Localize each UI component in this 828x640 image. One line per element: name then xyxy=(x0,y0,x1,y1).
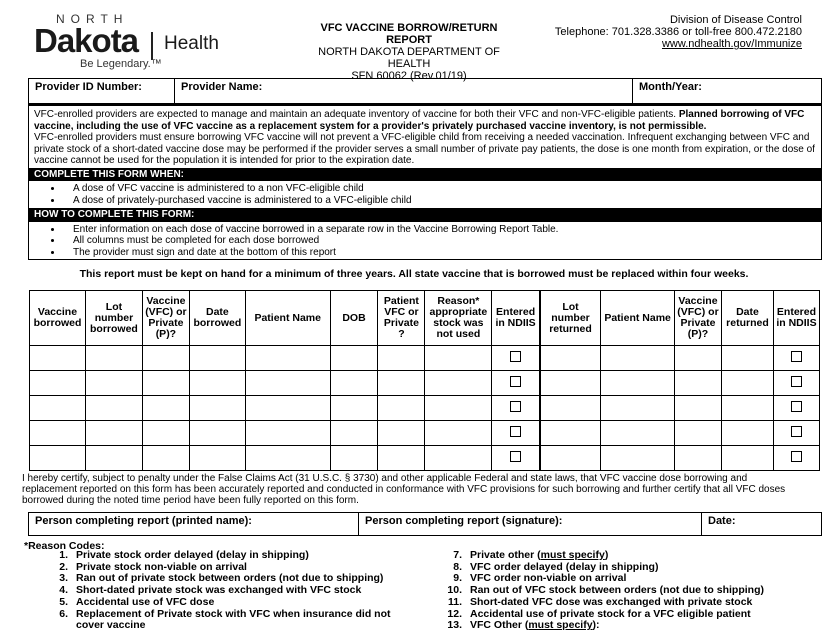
table-cell[interactable] xyxy=(675,346,722,371)
certification-text: I hereby certify, subject to penalty under the False Claims Act (31 U.S.C. § 3730) and other applicable Federal and state laws, that VFC vaccine dose borrowing and replacement reported on this form has been accurately reported and conducted in conformance with VFC provisions for such borrowing and further certify that all VFC doses borrowed during the noted time period have been fully reported on this form. xyxy=(22,473,786,506)
reason-code-text: Short-dated private stock was exchanged with VFC stock xyxy=(76,584,362,597)
reason-code-text: Private stock order delayed (delay in shipping) xyxy=(76,549,309,561)
col-entered-ndiis: Entered in NDIIS xyxy=(492,291,540,346)
table-cell[interactable] xyxy=(773,396,819,421)
table-cell[interactable] xyxy=(773,371,819,396)
table-cell[interactable] xyxy=(601,346,675,371)
table-cell[interactable] xyxy=(601,371,675,396)
ndiis-checkbox[interactable] xyxy=(791,351,802,362)
division-name: Division of Disease Control xyxy=(669,14,802,26)
table-cell[interactable] xyxy=(601,421,675,446)
table-cell[interactable] xyxy=(773,346,819,371)
logo-dakota: Dakota xyxy=(34,22,139,59)
table-cell[interactable] xyxy=(85,371,142,396)
table-cell[interactable] xyxy=(142,446,189,471)
table-cell[interactable] xyxy=(330,421,378,446)
ndiis-checkbox[interactable] xyxy=(791,451,802,462)
table-cell[interactable] xyxy=(142,396,189,421)
borrow-return-table xyxy=(29,290,820,471)
col-lot-returned: Lot number returned xyxy=(540,291,601,346)
reason-code-text: VFC order delayed (delay in shipping) xyxy=(470,560,659,573)
month-year-label: Month/Year: xyxy=(639,81,702,93)
reason-code-number: 10. xyxy=(447,584,462,597)
table-cell[interactable] xyxy=(540,346,601,371)
table-cell[interactable] xyxy=(142,421,189,446)
printed-name-field[interactable] xyxy=(29,513,359,535)
reason-code-text: Replacement of Private stock with VFC when insurance did not cover vaccine xyxy=(76,607,391,632)
signature-label: Person completing report (signature): xyxy=(365,515,563,527)
table-cell[interactable] xyxy=(245,421,330,446)
reason-code-number: 12. xyxy=(447,607,462,620)
reason-code-text: Ran out of VFC stock between orders (not due to shipping) xyxy=(470,584,764,597)
instructions-paragraph-1: VFC-enrolled providers are expected to manage and maintain an adequate inventory of vaccine for both their VFC and non-VFC-eligible patients. Planned borrowing of VFC vaccine, including the use of VFC vaccine as a replacement system for a provider's privately purchased vaccine inventory, is not permissible. xyxy=(34,109,805,132)
table-cell[interactable] xyxy=(189,446,245,471)
reason-code-number: 8. xyxy=(453,560,462,573)
ndiis-checkbox[interactable] xyxy=(791,401,802,412)
col-reason: Reason* appropriate stock was not used xyxy=(425,291,492,346)
provider-name-field[interactable] xyxy=(175,79,633,103)
website-link[interactable]: www.ndhealth.gov/Immunize xyxy=(661,38,802,50)
table-cell[interactable] xyxy=(378,421,425,446)
reason-code-text: VFC Other (must specify): xyxy=(470,619,600,632)
reason-code-text: Accidental use of VFC dose xyxy=(76,595,215,608)
col-dob: DOB xyxy=(330,291,378,346)
table-cell[interactable] xyxy=(721,396,773,421)
table-cell[interactable] xyxy=(425,371,492,396)
table-cell[interactable] xyxy=(540,396,601,421)
table-cell[interactable] xyxy=(30,396,86,421)
signature-field[interactable] xyxy=(359,513,702,535)
instructions-box xyxy=(28,104,822,260)
table-cell[interactable] xyxy=(425,421,492,446)
reason-code-text: Short-dated VFC dose was exchanged with private stock xyxy=(470,595,753,608)
provider-name-label: Provider Name: xyxy=(181,81,263,93)
table-cell[interactable] xyxy=(721,346,773,371)
table-cell[interactable] xyxy=(330,446,378,471)
reason-codes-left xyxy=(50,550,410,632)
table-cell[interactable] xyxy=(492,371,540,396)
table-cell[interactable] xyxy=(425,346,492,371)
telephone: Telephone: 701.328.3386 or toll-free 800.472.2180 xyxy=(554,26,802,38)
contact-block xyxy=(555,14,802,50)
ndiis-checkbox[interactable] xyxy=(510,401,521,412)
logo-tagline: Be Legendary.™ xyxy=(80,58,162,70)
table-cell[interactable] xyxy=(773,421,819,446)
reason-code-number: 9. xyxy=(453,572,462,585)
table-row xyxy=(30,446,820,471)
col-lot-borrowed: Lot number borrowed xyxy=(85,291,142,346)
table-cell[interactable] xyxy=(378,446,425,471)
form-title: VFC VACCINE BORROW/RETURN REPORT xyxy=(320,22,498,46)
table-cell[interactable] xyxy=(675,446,722,471)
reason-code-number: 2. xyxy=(59,560,68,573)
col-date-returned: Date returned xyxy=(721,291,773,346)
table-cell[interactable] xyxy=(492,421,540,446)
reason-code-number: 1. xyxy=(59,549,68,561)
table-cell[interactable] xyxy=(142,346,189,371)
list-item: • The provider must sign and date at the bottom of this report xyxy=(63,247,821,259)
how-heading: HOW TO COMPLETE THIS FORM: xyxy=(29,208,821,222)
table-cell[interactable] xyxy=(330,346,378,371)
table-cell[interactable] xyxy=(245,396,330,421)
table-cell[interactable] xyxy=(189,371,245,396)
ndiis-checkbox[interactable] xyxy=(791,426,802,437)
table-cell[interactable] xyxy=(773,446,819,471)
table-cell[interactable] xyxy=(675,396,722,421)
table-cell[interactable] xyxy=(675,421,722,446)
retention-notice: This report must be kept on hand for a minimum of three years. All state vaccine that is borrowed must be replaced within four weeks. xyxy=(79,268,749,280)
col-date-borrowed: Date borrowed xyxy=(189,291,245,346)
col-return-entered-ndiis: Entered in NDIIS xyxy=(773,291,819,346)
ndiis-checkbox[interactable] xyxy=(510,376,521,387)
table-cell[interactable] xyxy=(245,371,330,396)
table-cell[interactable] xyxy=(378,371,425,396)
table-cell[interactable] xyxy=(30,446,86,471)
reason-code-number: 7. xyxy=(453,549,462,561)
logo-divider xyxy=(151,32,153,60)
reason-code-text: VFC order non-viable on arrival xyxy=(470,572,627,585)
col-vaccine-borrowed: Vaccine borrowed xyxy=(30,291,86,346)
table-cell[interactable] xyxy=(492,346,540,371)
logo-north: NORTH xyxy=(56,12,129,26)
signature-row xyxy=(28,512,822,536)
printed-name-label: Person completing report (printed name): xyxy=(35,515,252,527)
nd-health-logo xyxy=(34,12,224,72)
table-cell[interactable] xyxy=(492,446,540,471)
reason-code-number: 6. xyxy=(59,607,68,620)
table-cell[interactable] xyxy=(492,396,540,421)
table-cell[interactable] xyxy=(330,371,378,396)
ndiis-checkbox[interactable] xyxy=(510,451,521,462)
table-cell[interactable] xyxy=(245,446,330,471)
table-cell[interactable] xyxy=(85,346,142,371)
table-cell[interactable] xyxy=(378,346,425,371)
table-cell[interactable] xyxy=(721,446,773,471)
table-cell[interactable] xyxy=(189,396,245,421)
reason-code-number: 5. xyxy=(59,595,68,608)
table-cell[interactable] xyxy=(330,396,378,421)
table-cell[interactable] xyxy=(721,421,773,446)
logo-health: Health xyxy=(164,33,219,54)
ndiis-checkbox[interactable] xyxy=(510,351,521,362)
ndiis-checkbox[interactable] xyxy=(791,376,802,387)
col-patient-vfc: Patient VFC or Private ? xyxy=(378,291,425,346)
col-return-patient-name: Patient Name xyxy=(601,291,675,346)
table-cell[interactable] xyxy=(601,446,675,471)
list-item: • A dose of VFC vaccine is administered to a non VFC-eligible child xyxy=(63,183,821,195)
table-row xyxy=(30,396,820,421)
table-cell[interactable] xyxy=(189,421,245,446)
table-cell[interactable] xyxy=(425,446,492,471)
col-return-vfc-private: Vaccine (VFC) or Private (P)? xyxy=(675,291,722,346)
col-vfc-private: Vaccine (VFC) or Private (P)? xyxy=(142,291,189,346)
table-cell[interactable] xyxy=(245,346,330,371)
when-list xyxy=(29,181,821,207)
table-cell[interactable] xyxy=(85,421,142,446)
month-year-field[interactable] xyxy=(633,79,821,103)
table-cell[interactable] xyxy=(378,396,425,421)
provider-info-row xyxy=(28,78,822,104)
table-cell[interactable] xyxy=(142,371,189,396)
reason-code-number: 13. xyxy=(447,619,462,632)
provider-id-label: Provider ID Number: xyxy=(35,81,142,93)
reason-code-number: 4. xyxy=(59,584,68,597)
table-cell[interactable] xyxy=(85,396,142,421)
reason-code-number: 11. xyxy=(447,595,462,608)
when-heading: COMPLETE THIS FORM WHEN: xyxy=(29,168,821,182)
reason-code-text: Ran out of private stock between orders (not due to shipping) xyxy=(76,572,384,585)
reason-code-number: 3. xyxy=(59,572,68,585)
reason-codes-right xyxy=(444,550,824,632)
list-item: • Enter information on each dose of vaccine borrowed in a separate row in the Vaccine Borrowing Report Table. xyxy=(63,224,821,236)
instructions-paragraph-2: VFC-enrolled providers must ensure borrowing VFC vaccine will not prevent a VFC-eligible child from receiving a needed vaccination. Infrequent exchanging between VFC and private stock of a short-dated vaccine dose may be performed if the provider serves a small number of private pay patients, the dose is one month from expiration, or the dose of vaccine cannot be used for the population it is intended for prior to the expiration date. xyxy=(34,132,815,166)
form-title-block xyxy=(300,22,518,82)
table-cell[interactable] xyxy=(540,421,601,446)
table-row xyxy=(30,421,820,446)
table-cell[interactable] xyxy=(425,396,492,421)
reason-codes-title: *Reason Codes: xyxy=(24,540,105,552)
reason-code-text: Accidental use of private stock for a VFC eligible patient xyxy=(470,607,751,620)
department-name: NORTH DAKOTA DEPARTMENT OF HEALTH xyxy=(318,46,500,70)
reason-code-text: Private stock non-viable on arrival xyxy=(76,560,247,573)
col-patient-name: Patient Name xyxy=(245,291,330,346)
table-cell[interactable] xyxy=(30,371,86,396)
table-cell[interactable] xyxy=(540,446,601,471)
table-header-row xyxy=(30,291,820,346)
table-cell[interactable] xyxy=(540,371,601,396)
table-cell[interactable] xyxy=(675,371,722,396)
list-item: • A dose of privately-purchased vaccine is administered to a VFC-eligible child xyxy=(63,195,821,207)
date-field[interactable] xyxy=(702,513,821,535)
date-label: Date: xyxy=(708,515,736,527)
table-row xyxy=(30,346,820,371)
table-cell[interactable] xyxy=(601,396,675,421)
table-cell[interactable] xyxy=(189,346,245,371)
table-cell[interactable] xyxy=(721,371,773,396)
table-row xyxy=(30,371,820,396)
table-cell[interactable] xyxy=(30,346,86,371)
ndiis-checkbox[interactable] xyxy=(510,426,521,437)
provider-id-field[interactable] xyxy=(29,79,175,103)
table-cell[interactable] xyxy=(85,446,142,471)
how-list xyxy=(29,222,821,260)
reason-code-text: Private other (must specify) xyxy=(470,549,609,561)
reason-code-item xyxy=(50,609,410,632)
list-item: • All columns must be completed for each dose borrowed xyxy=(63,235,821,247)
table-cell[interactable] xyxy=(30,421,86,446)
form-number: SFN 60062 (Rev.01/19) xyxy=(351,70,467,82)
reason-code-item xyxy=(444,620,824,632)
